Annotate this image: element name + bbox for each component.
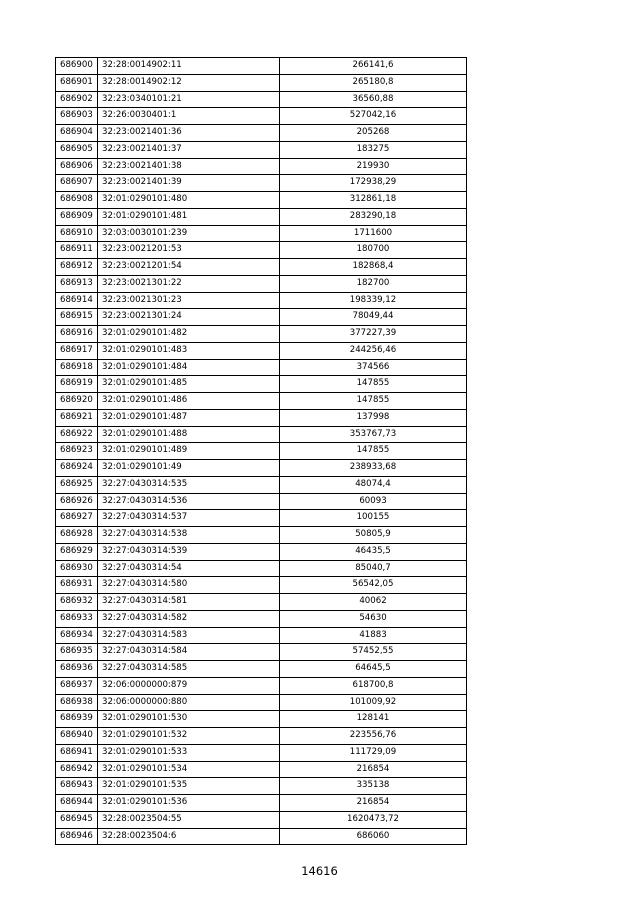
row-id-cell: 686945 [56,811,98,828]
cadastral-number-cell: 32:06:0000000:879 [98,677,280,694]
row-id-cell: 686931 [56,577,98,594]
cadastre-table [55,57,467,845]
cadastral-number-cell: 32:23:0021301:22 [98,275,280,292]
table-row [56,795,467,812]
cadastral-number-cell: 32:03:0030101:239 [98,225,280,242]
value-cell: 283290,18 [280,208,467,225]
cadastral-number-cell: 32:01:0290101:530 [98,711,280,728]
row-id-cell: 686901 [56,74,98,91]
row-id-cell: 686926 [56,493,98,510]
cadastral-number-cell: 32:27:0430314:583 [98,627,280,644]
cadastral-number-cell: 32:23:0021301:23 [98,292,280,309]
table-row [56,560,467,577]
cadastral-number-cell: 32:23:0340101:21 [98,91,280,108]
row-id-cell: 686917 [56,342,98,359]
row-id-cell: 686904 [56,125,98,142]
row-id-cell: 686915 [56,309,98,326]
table-row [56,577,467,594]
value-cell: 56542,05 [280,577,467,594]
value-cell: 618700,8 [280,677,467,694]
table-row [56,125,467,142]
cadastral-number-cell: 32:28:0023504:6 [98,828,280,845]
table-row [56,108,467,125]
row-id-cell: 686916 [56,326,98,343]
value-cell: 335138 [280,778,467,795]
table-row [56,493,467,510]
table-row [56,828,467,845]
row-id-cell: 686934 [56,627,98,644]
value-cell: 137998 [280,409,467,426]
table-row [56,627,467,644]
table-row [56,393,467,410]
row-id-cell: 686909 [56,208,98,225]
cadastral-number-cell: 32:01:0290101:489 [98,443,280,460]
table-row [56,460,467,477]
table-row [56,443,467,460]
value-cell: 48074,4 [280,476,467,493]
table-row [56,91,467,108]
row-id-cell: 686914 [56,292,98,309]
cadastral-number-cell: 32:01:0290101:485 [98,376,280,393]
cadastral-number-cell: 32:23:0021301:24 [98,309,280,326]
row-id-cell: 686908 [56,192,98,209]
cadastral-number-cell: 32:06:0000000:880 [98,694,280,711]
table-row [56,426,467,443]
table-row [56,644,467,661]
value-cell: 50805,9 [280,527,467,544]
value-cell: 180700 [280,242,467,259]
value-cell: 265180,8 [280,74,467,91]
row-id-cell: 686929 [56,543,98,560]
row-id-cell: 686913 [56,275,98,292]
cadastral-number-cell: 32:27:0430314:584 [98,644,280,661]
row-id-cell: 686910 [56,225,98,242]
value-cell: 1711600 [280,225,467,242]
cadastral-number-cell: 32:27:0430314:582 [98,610,280,627]
table-row [56,74,467,91]
value-cell: 101009,92 [280,694,467,711]
value-cell: 172938,29 [280,175,467,192]
value-cell: 36560,88 [280,91,467,108]
cadastral-number-cell: 32:27:0430314:54 [98,560,280,577]
cadastral-number-cell: 32:01:0290101:487 [98,409,280,426]
table-row [56,811,467,828]
table-row [56,711,467,728]
row-id-cell: 686906 [56,158,98,175]
value-cell: 147855 [280,443,467,460]
value-cell: 46435,5 [280,543,467,560]
value-cell: 111729,09 [280,744,467,761]
cadastral-number-cell: 32:28:0023504:55 [98,811,280,828]
table-row [56,728,467,745]
table-row [56,510,467,527]
row-id-cell: 686919 [56,376,98,393]
table-row [56,192,467,209]
row-id-cell: 686933 [56,610,98,627]
cadastral-number-cell: 32:01:0290101:536 [98,795,280,812]
value-cell: 78049,44 [280,309,467,326]
table-row [56,661,467,678]
table-row [56,158,467,175]
cadastral-number-cell: 32:01:0290101:484 [98,359,280,376]
cadastral-number-cell: 32:28:0014902:12 [98,74,280,91]
table-row [56,259,467,276]
row-id-cell: 686925 [56,476,98,493]
cadastral-number-cell: 32:27:0430314:580 [98,577,280,594]
row-id-cell: 686930 [56,560,98,577]
row-id-cell: 686911 [56,242,98,259]
cadastral-number-cell: 32:01:0290101:482 [98,326,280,343]
table-row [56,326,467,343]
value-cell: 216854 [280,795,467,812]
row-id-cell: 686940 [56,728,98,745]
value-cell: 266141,6 [280,58,467,75]
row-id-cell: 686944 [56,795,98,812]
value-cell: 85040,7 [280,560,467,577]
table-row [56,677,467,694]
table-row [56,594,467,611]
row-id-cell: 686941 [56,744,98,761]
table-row [56,761,467,778]
value-cell: 100155 [280,510,467,527]
page-number: 14616 [301,864,338,878]
cadastral-number-cell: 32:01:0290101:488 [98,426,280,443]
table-row [56,610,467,627]
value-cell: 223556,76 [280,728,467,745]
table-row [56,242,467,259]
value-cell: 147855 [280,376,467,393]
row-id-cell: 686912 [56,259,98,276]
row-id-cell: 686918 [56,359,98,376]
value-cell: 312861,18 [280,192,467,209]
value-cell: 60093 [280,493,467,510]
value-cell: 374566 [280,359,467,376]
row-id-cell: 686900 [56,58,98,75]
cadastral-number-cell: 32:01:0290101:535 [98,778,280,795]
cadastral-number-cell: 32:01:0290101:483 [98,342,280,359]
value-cell: 54630 [280,610,467,627]
table-row [56,376,467,393]
table-body [56,58,467,845]
row-id-cell: 686942 [56,761,98,778]
row-id-cell: 686935 [56,644,98,661]
table-row [56,292,467,309]
cadastral-number-cell: 32:23:0021201:54 [98,259,280,276]
row-id-cell: 686922 [56,426,98,443]
value-cell: 353767,73 [280,426,467,443]
cadastral-number-cell: 32:01:0290101:480 [98,192,280,209]
cadastral-number-cell: 32:28:0014902:11 [98,58,280,75]
row-id-cell: 686927 [56,510,98,527]
row-id-cell: 686939 [56,711,98,728]
table-row [56,225,467,242]
cadastral-number-cell: 32:27:0430314:535 [98,476,280,493]
value-cell: 41883 [280,627,467,644]
row-id-cell: 686943 [56,778,98,795]
table-row [56,543,467,560]
value-cell: 219930 [280,158,467,175]
value-cell: 128141 [280,711,467,728]
cadastral-number-cell: 32:27:0430314:536 [98,493,280,510]
value-cell: 527042,16 [280,108,467,125]
table-row [56,694,467,711]
cadastral-number-cell: 32:23:0021401:36 [98,125,280,142]
cadastral-number-cell: 32:01:0290101:533 [98,744,280,761]
table-row [56,744,467,761]
value-cell: 377227,39 [280,326,467,343]
row-id-cell: 686903 [56,108,98,125]
table-row [56,309,467,326]
value-cell: 244256,46 [280,342,467,359]
cadastral-number-cell: 32:23:0021201:53 [98,242,280,259]
value-cell: 147855 [280,393,467,410]
cadastral-number-cell: 32:01:0290101:534 [98,761,280,778]
row-id-cell: 686905 [56,141,98,158]
row-id-cell: 686938 [56,694,98,711]
table-row [56,476,467,493]
cadastral-number-cell: 32:23:0021401:38 [98,158,280,175]
cadastral-number-cell: 32:01:0290101:486 [98,393,280,410]
value-cell: 216854 [280,761,467,778]
row-id-cell: 686902 [56,91,98,108]
row-id-cell: 686921 [56,409,98,426]
value-cell: 238933,68 [280,460,467,477]
table-row [56,208,467,225]
value-cell: 182700 [280,275,467,292]
table-row [56,409,467,426]
value-cell: 205268 [280,125,467,142]
value-cell: 183275 [280,141,467,158]
row-id-cell: 686923 [56,443,98,460]
table-row [56,342,467,359]
row-id-cell: 686946 [56,828,98,845]
row-id-cell: 686928 [56,527,98,544]
table-row [56,359,467,376]
cadastral-number-cell: 32:27:0430314:539 [98,543,280,560]
cadastral-number-cell: 32:26:0030401:1 [98,108,280,125]
row-id-cell: 686907 [56,175,98,192]
cadastral-number-cell: 32:23:0021401:39 [98,175,280,192]
row-id-cell: 686924 [56,460,98,477]
table-row [56,141,467,158]
cadastral-number-cell: 32:27:0430314:581 [98,594,280,611]
cadastral-number-cell: 32:27:0430314:585 [98,661,280,678]
row-id-cell: 686937 [56,677,98,694]
cadastral-number-cell: 32:01:0290101:532 [98,728,280,745]
value-cell: 64645,5 [280,661,467,678]
value-cell: 182868,4 [280,259,467,276]
value-cell: 198339,12 [280,292,467,309]
value-cell: 686060 [280,828,467,845]
row-id-cell: 686936 [56,661,98,678]
table-row [56,58,467,75]
value-cell: 40062 [280,594,467,611]
table-row [56,778,467,795]
cadastral-number-cell: 32:23:0021401:37 [98,141,280,158]
table-row [56,527,467,544]
value-cell: 1620473,72 [280,811,467,828]
table-row [56,175,467,192]
cadastral-number-cell: 32:27:0430314:537 [98,510,280,527]
row-id-cell: 686920 [56,393,98,410]
table-row [56,275,467,292]
value-cell: 57452,55 [280,644,467,661]
cadastral-number-cell: 32:01:0290101:481 [98,208,280,225]
cadastral-number-cell: 32:01:0290101:49 [98,460,280,477]
row-id-cell: 686932 [56,594,98,611]
cadastral-number-cell: 32:27:0430314:538 [98,527,280,544]
